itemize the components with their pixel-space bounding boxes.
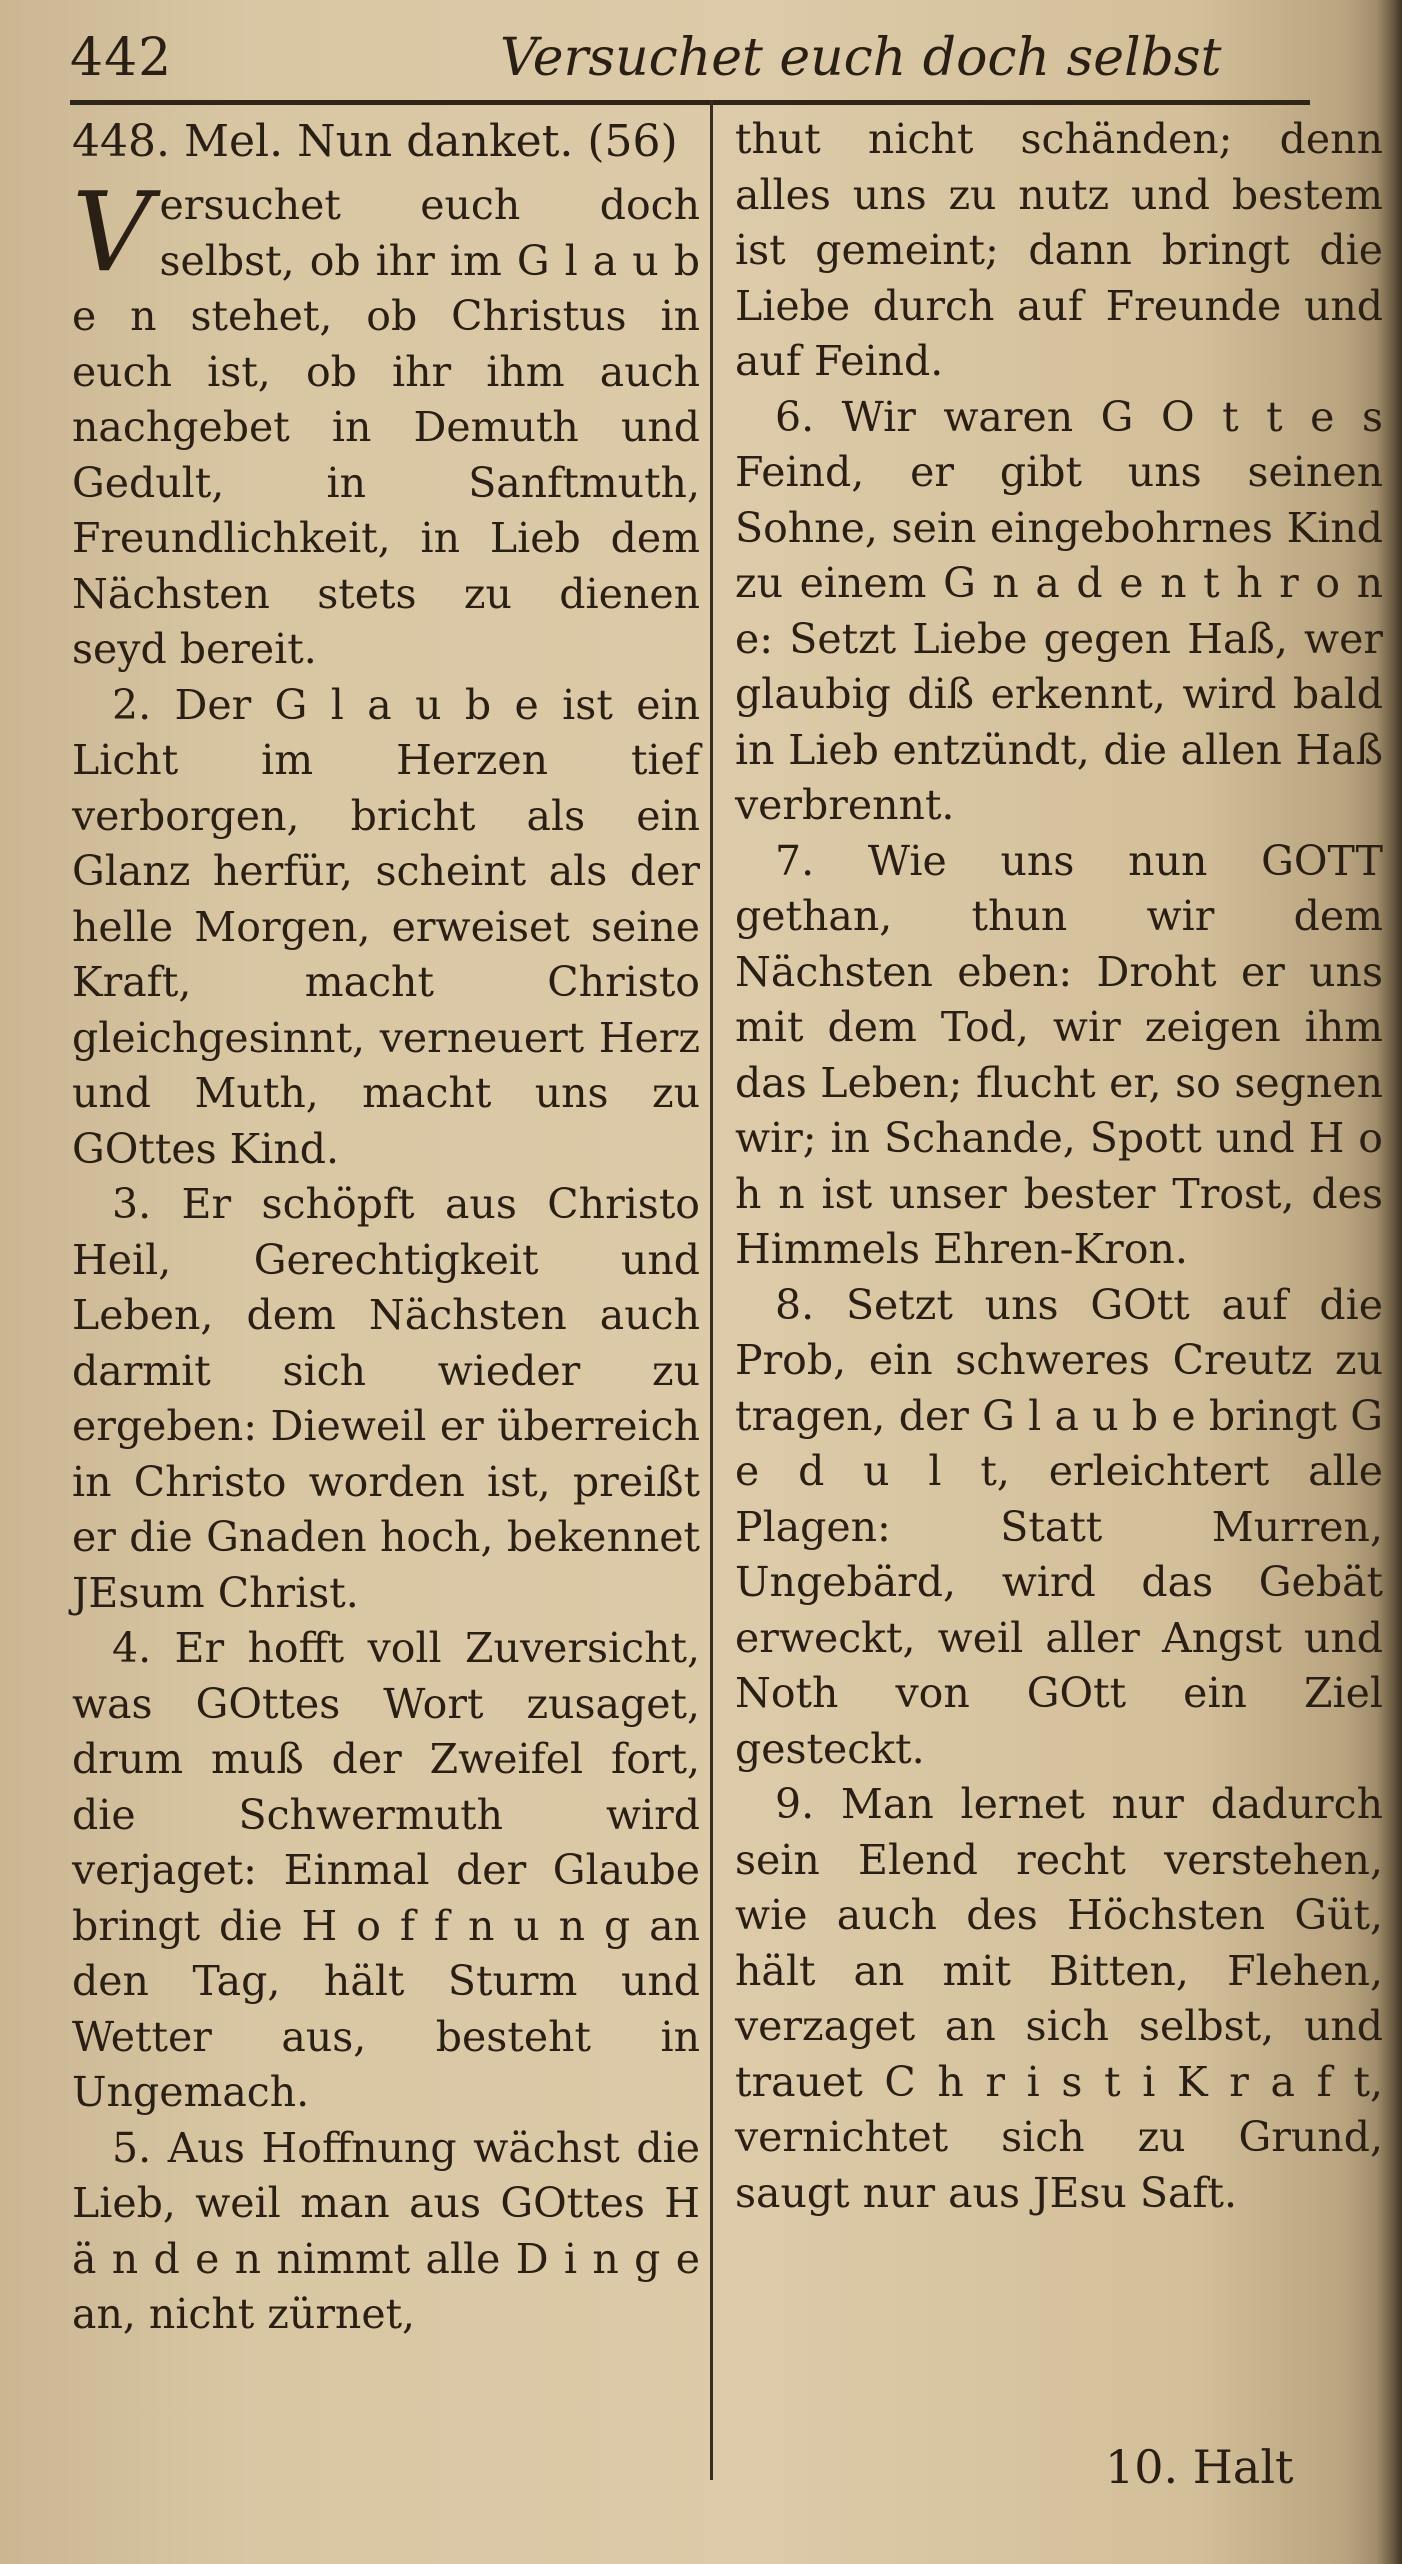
verse-5: 5. Aus Hoffnung wächst die Lieb, weil man aus GOttes H ä n d e n nimmt alle D i n g e an, nicht zürnet, <box>72 2123 700 2338</box>
running-title: Versuchet euch doch selbst <box>500 28 1222 88</box>
verse-1-text: ersuchet euch doch selbst, ob ihr im G l a u b e n stehet, ob Christus in euch ist, ob ihr ihm auch nachgebet in Demuth und Gedult, in Sanftmuth, Freundlichkeit, in Lieb dem Nächsten stets zu dienen seyd bereit. <box>72 181 700 673</box>
column-divider <box>710 100 713 2480</box>
page-number: 442 <box>70 28 173 88</box>
verse-8: 8. Setzt uns GOtt auf die Prob, ein schweres Creutz zu tragen, der G l a u b e bringt G e d u l t, erleichtert alle Plagen: Statt Murren, Ungebärd, wird das Gebät erweckt, weil aller Angst und Noth von GOtt ein Ziel gesteckt. <box>735 1280 1383 1773</box>
verse-2: 2. Der G l a u b e ist ein Licht im Herzen tief verborgen, bricht als ein Glanz herfür, scheint als der helle Morgen, erweiset seine Kraft, macht Christo gleichgesinnt, verneuert Herz und Muth, macht uns zu GOttes Kind. <box>72 680 700 1173</box>
left-column <box>72 112 700 2343</box>
header-rule <box>70 100 1310 105</box>
right-column <box>735 112 1383 2221</box>
page-header <box>70 18 1310 108</box>
verse-4: 4. Er hofft voll Zuversicht, was GOttes Wort zusaget, drum muß der Zweifel fort, die Schwermuth wird verjaget: Einmal der Glaube bringt die H o f f n u n g an den Tag, hält Sturm und Wetter aus, besteht in Ungemach. <box>72 1624 700 2116</box>
verse-1 <box>72 168 700 678</box>
verse-5-continued: thut nicht schänden; denn alles uns zu nutz und bestem ist gemeint; dann bringt die Liebe durch auf Freunde und auf Feind. <box>735 115 1383 385</box>
verse-9: 9. Man lernet nur dadurch sein Elend recht verstehen, wie auch des Höchsten Güt, hält an mit Bitten, Flehen, verzaget an sich selbst, und trauet C h r i s t i K r a f t, vernichtet sich zu Grund, saugt nur aus JEsu Saft. <box>735 1780 1383 2217</box>
verse-3: 3. Er schöpft aus Christo Heil, Gerechtigkeit und Leben, dem Nächsten auch darmit sich wieder zu ergeben: Dieweil er überreich in Christo worden ist, preißt er die Gnaden hoch, bekennet JEsum Christ. <box>72 1180 700 1617</box>
verse-7: 7. Wie uns nun GOTT gethan, thun wir dem Nächsten eben: Droht er uns mit dem Tod, wir zeigen ihm das Leben; flucht er, so segnen wir; in Schande, Spott und H o h n ist unser bester Trost, des Himmels Ehren-Kron. <box>735 836 1383 1273</box>
hymn-heading: 448. Mel. Nun danket. (56) <box>72 116 678 167</box>
drop-cap: V <box>72 168 152 296</box>
verse-6: 6. Wir waren G O t t e s Feind, er gibt uns seinen Sohne, sein eingebohrnes Kind zu einem G n a d e n t h r o n e: Setzt Liebe gegen Haß, wer glaubig diß erkennt, wird bald in Lieb entzündt, die allen Haß verbrennt. <box>735 392 1383 829</box>
catchword: 10. Halt <box>1105 2440 1294 2494</box>
